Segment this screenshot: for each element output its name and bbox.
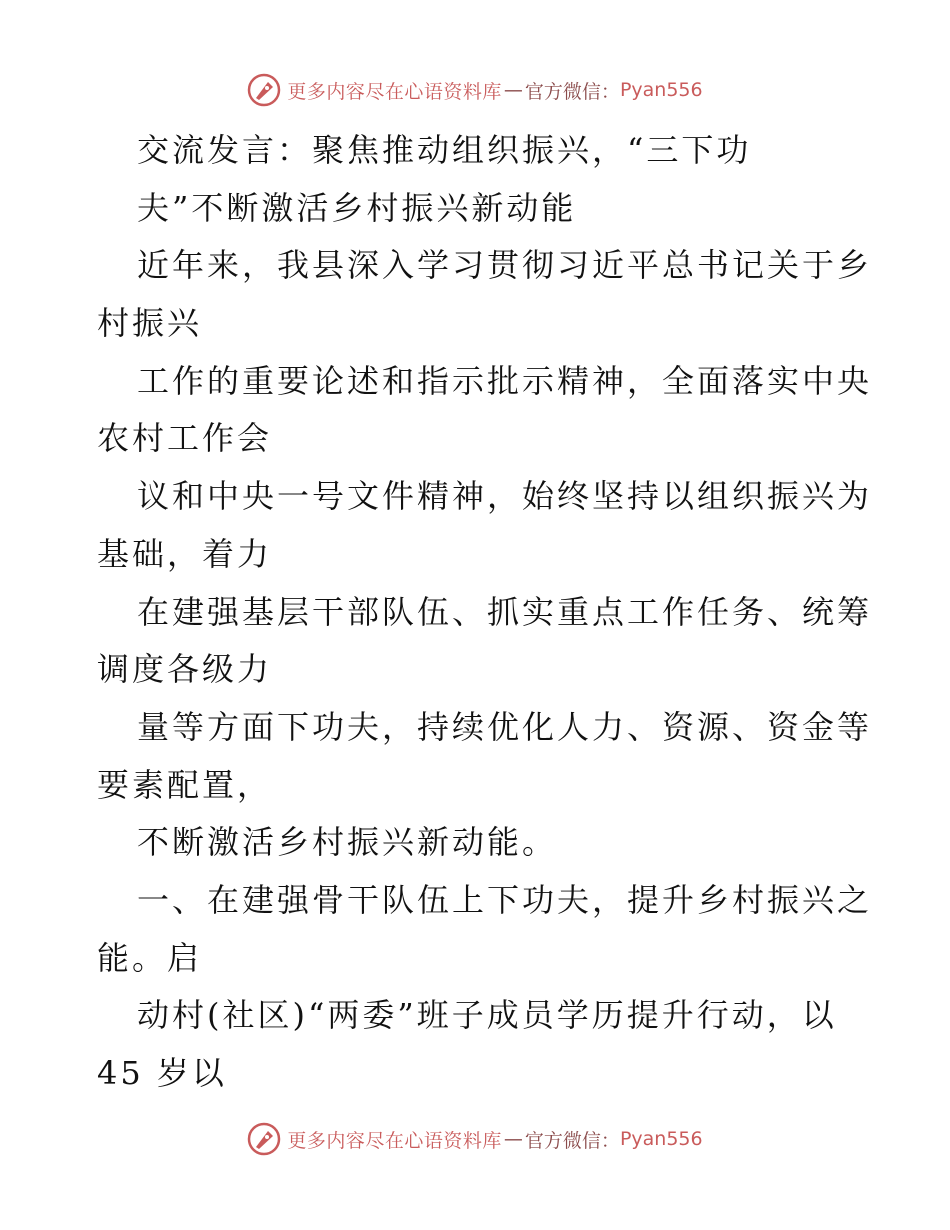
paragraph-line: 工作的重要论述和指示批示精神，全面落实中央 [137, 361, 873, 400]
watermark-separator: — [503, 79, 523, 101]
paragraph-line: 45 岁以 [97, 1054, 227, 1092]
paragraph-line: 动村(社区)“两委”班子成员学历提升行动，以 [137, 996, 837, 1035]
footer-watermark [0, 1119, 950, 1159]
watermark-separator: — [503, 1128, 523, 1150]
paragraph-line: 调度各级力 [97, 650, 273, 689]
paragraph-line: 近年来，我县深入学习贯彻习近平总书记关于乡 [137, 246, 873, 285]
watermark-wechat-id: Pyan556 [619, 79, 703, 101]
paragraph-line: 不断激活乡村振兴新动能。 [137, 823, 558, 862]
section-heading-line: 一、在建强骨干队伍上下功夫，提升乡村振兴之 [137, 880, 873, 919]
paragraph-line: 基础，着力 [97, 534, 273, 573]
watermark-wechat-label: 官方微信： [524, 1129, 620, 1152]
paragraph-line: 农村工作会 [97, 419, 273, 458]
watermark-wechat-id: Pyan556 [619, 1128, 703, 1150]
pen-nib-logo-icon [247, 1122, 281, 1156]
watermark-site-text: 更多内容尽在心语资料库 [287, 80, 502, 103]
paragraph-line: 要素配置， [97, 765, 273, 804]
pen-nib-logo-icon [247, 73, 281, 107]
watermark-wechat-label: 官方微信： [524, 80, 620, 103]
paragraph-line: 量等方面下功夫，持续优化人力、资源、资金等 [137, 707, 873, 746]
paragraph-line: 能。启 [97, 938, 203, 977]
paragraph-line: 村振兴 [97, 304, 203, 343]
watermark-site-text: 更多内容尽在心语资料库 [287, 1129, 502, 1152]
paragraph-line: 议和中央一号文件精神，始终坚持以组织振兴为 [137, 477, 873, 516]
title-line-2: 夫”不断激活乡村振兴新动能 [137, 188, 577, 227]
paragraph-line: 在建强基层干部队伍、抓实重点工作任务、统筹 [137, 592, 873, 631]
header-watermark [0, 70, 950, 110]
document-body [97, 122, 873, 1103]
title-line-1: 交流发言：聚焦推动组织振兴，“三下功 [137, 131, 752, 169]
